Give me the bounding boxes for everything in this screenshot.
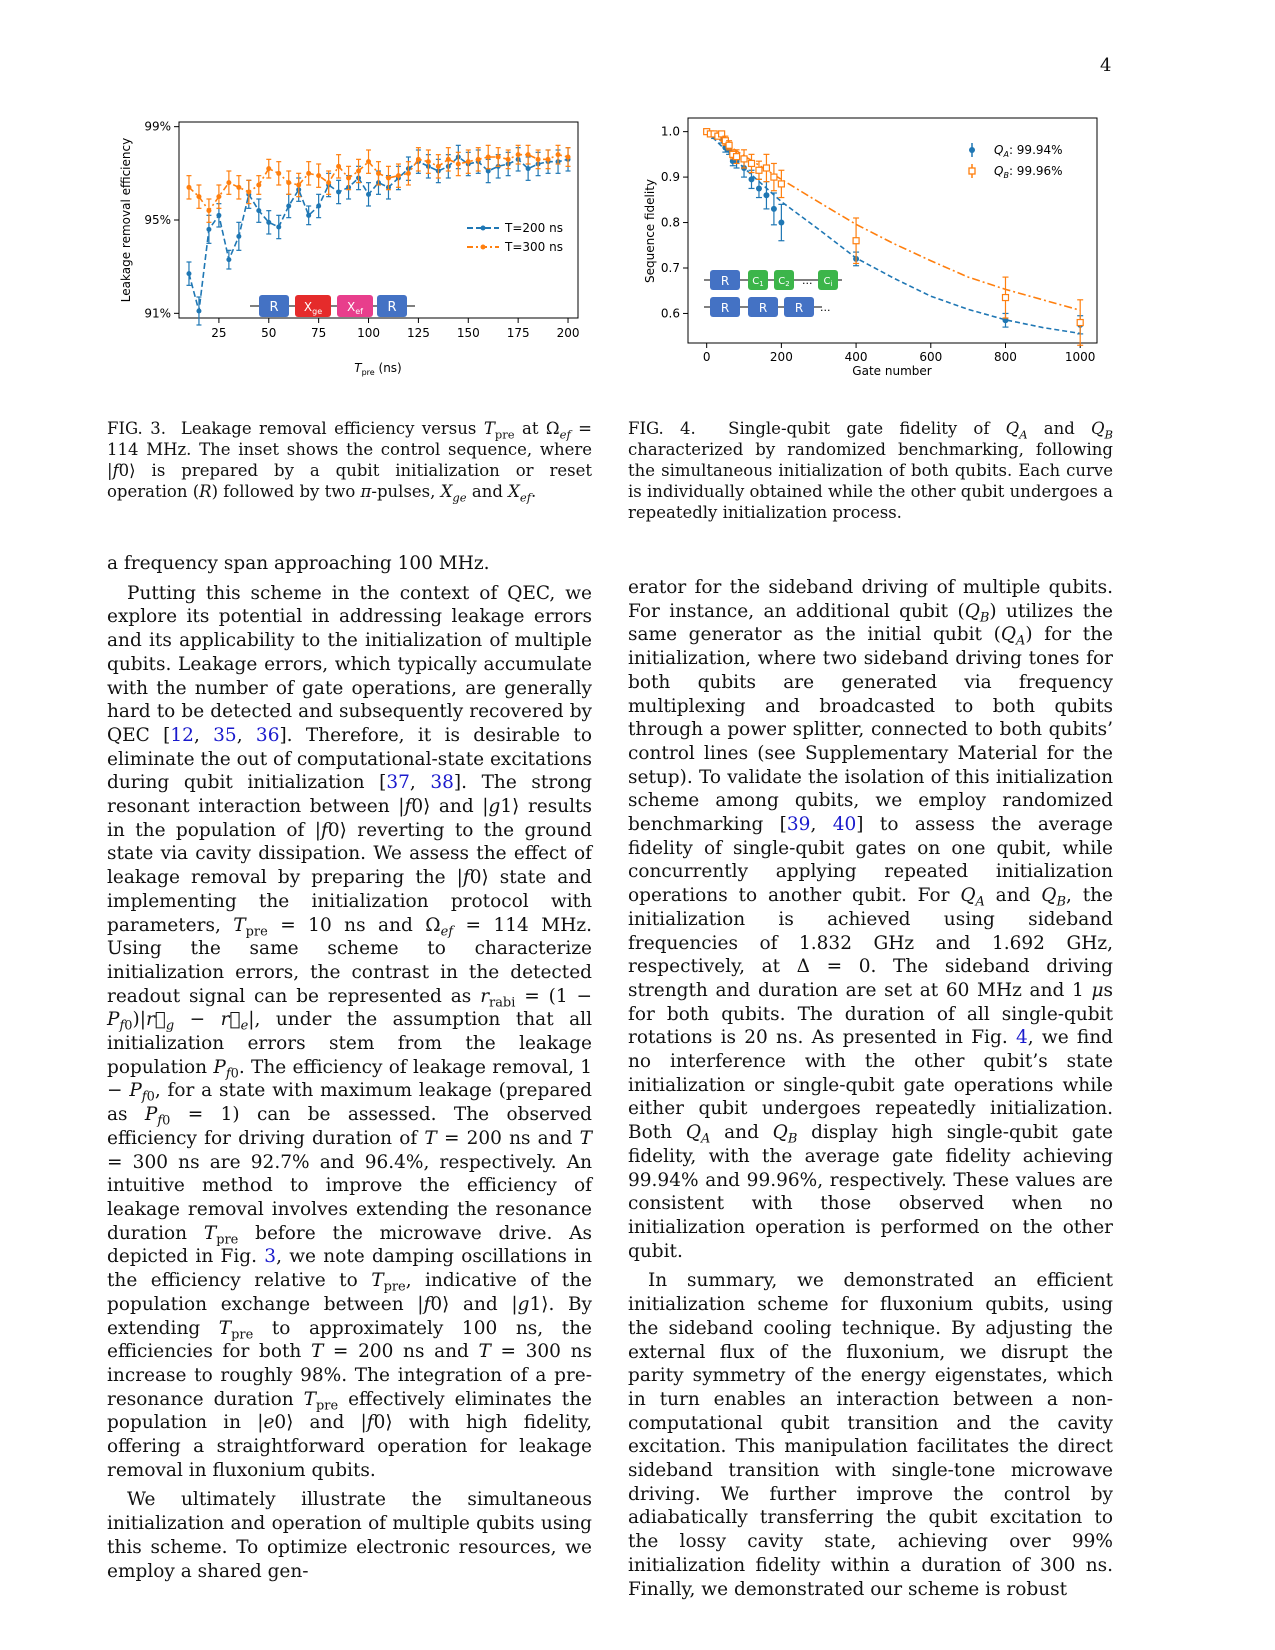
fig4-inset-c1-label: $C_1$ <box>752 276 764 288</box>
fig4-inset-r-row1-label: R <box>720 274 730 288</box>
fig3-data-point <box>266 166 271 171</box>
fig4-data-point <box>771 206 777 212</box>
fig4-inset-dots-row1: ... <box>802 274 813 287</box>
fig4-legend <box>969 143 1063 180</box>
fig3-data-point <box>286 180 291 185</box>
fig4-legend-marker-orange <box>969 168 975 174</box>
fig3-legend <box>467 221 563 254</box>
fig4-data-point <box>756 167 762 173</box>
fig3-data-point <box>456 162 461 167</box>
paragraph-1: a frequency span approaching 100 MHz. <box>107 553 490 574</box>
fig3-data-point <box>316 204 321 209</box>
fig4-data-point <box>771 174 777 180</box>
fig3-data-point <box>326 180 331 185</box>
left-column <box>107 552 592 1583</box>
fig3-xtick-label: 100 <box>357 326 380 340</box>
fig3-data-point <box>406 171 411 176</box>
fig3-caption: FIG. 3. Leakage removal efficiency versus $T_{pre}$ at $\Omega_{ef} = 114$ MHz. The inset shows the control sequence, where |f0⟩ is prepared by a qubit initialization or reset operation (R) followed by two π-pulses, $X_{ge}$ and $X_{ef}$. <box>107 419 593 505</box>
fig3-data-point <box>306 171 311 176</box>
fig3-data-point <box>286 204 291 209</box>
fig4-data-point <box>778 181 784 187</box>
fig4-data-point <box>1077 320 1083 326</box>
fig3-data-point <box>316 173 321 178</box>
fig3-xtick-label: 50 <box>261 326 277 340</box>
fig3-inset-label-xef: $X_{ef}$ <box>347 300 363 316</box>
fig4-data-point <box>748 160 754 166</box>
fig3-data-point <box>216 213 221 218</box>
figure-4 <box>632 108 1112 383</box>
fig4-caption: FIG. 4. Single-qubit gate fidelity of $Q_A$ and $Q_B$ characterized by randomized benchmarking, following the simultaneous initialization of both qubits. Each curve is individually obtained while the other qubit undergoes a repeatedly initialization process. <box>628 419 1113 522</box>
fig4-inset-dots-row2: ... <box>820 301 831 314</box>
fig3-data-point <box>526 166 531 171</box>
fig3-data-point <box>446 157 451 162</box>
fig3-data-point <box>436 164 441 169</box>
fig3-data-point <box>426 159 431 164</box>
fig3-inset-label-xge: $X_{ge}$ <box>303 300 323 316</box>
fig3-data-point <box>206 227 211 232</box>
fig4-data-point <box>778 220 784 226</box>
page-number: 4 <box>1100 55 1112 76</box>
fig3-data-point <box>196 309 201 314</box>
paragraph-4: erator for the sideband driving of multiple qubits. For instance, an additional qubit $(Q_B)$ utilizes the same generator as the initial qubit $(Q_A)$ for the initialization, where two sideband driving tones for both qubits are generated via frequency multiplexing and broadcasted to both qubits through a power splitter, connected to both qubits’ control lines (see Supplementary Material for the setup). To validate the isolation of this initialization scheme among qubits, we employ randomized benchmarking [39, 40] to assess the average fidelity of single-qubit gates on one qubit, while concurrently applying repeated initialization operations to another qubit. For $Q_A$ and $Q_B$, the initialization is achieved using sideband frequencies of 1.832 GHz and 1.692 GHz, respectively, at Δ = 0. The sideband driving strength and duration are set at 60 MHz and 1 μs for both qubits. The duration of all single-qubit rotations is 20 ns. As presented in Fig. 4, we find no interference with the other qubit’s state initialization or single-qubit gate operations while either qubit undergoes repeatedly initialization. Both $Q_A$ and $Q_B$ display high single-qubit gate fidelity, with the average gate fidelity achieving 99.94% and 99.96%, respectively. These values are consistent with those observed when no initialization operation is performed on the other qubit. <box>628 577 1114 1262</box>
fig3-data-point <box>476 157 481 162</box>
fig4-ytick-label: 1.0 <box>660 124 680 139</box>
fig3-data-point <box>376 171 381 176</box>
fig4-ytick-label: 0.9 <box>660 170 680 185</box>
fig4-xtick-label: 600 <box>919 350 943 364</box>
fig3-legend-label-blue: T=200 ns <box>505 221 563 235</box>
fig4-data-point <box>763 192 769 198</box>
fig3-data-point <box>236 234 241 239</box>
fig3-data-point <box>546 157 551 162</box>
fig4-xtick-label: 200 <box>769 350 793 364</box>
fig4-xtick-label: 0 <box>702 350 711 364</box>
fig4-chart <box>632 108 1112 383</box>
fig3-data-point <box>556 152 561 157</box>
fig3-xtick-label: 175 <box>506 326 530 340</box>
fig3-xtick-label: 25 <box>211 326 227 340</box>
fig3-inset-label-r2: R <box>387 300 397 315</box>
fig3-data-point <box>276 171 281 176</box>
fig4-legend-label-b: $Q_B$: 99.96% <box>994 164 1063 180</box>
fig4-data-point <box>726 142 732 148</box>
fig3-legend-label-orange: T=300 ns <box>505 240 563 254</box>
fig4-inset-r-row2-a-label: R <box>720 301 730 315</box>
fig3-data-point <box>226 180 231 185</box>
fig4-data-point <box>748 176 754 182</box>
fig3-ytick-label: 91% <box>144 306 171 321</box>
fig4-xtick-label: 800 <box>994 350 1017 364</box>
fig3-data-point <box>256 208 261 213</box>
fig4-data-point <box>756 185 762 191</box>
fig3-data-point <box>416 157 421 162</box>
fig3-data-point <box>496 155 501 160</box>
fig3-data-point <box>346 176 351 181</box>
fig3-data-point <box>296 183 301 188</box>
fig3-data-point <box>246 190 251 195</box>
fig3-legend-marker-blue <box>481 226 486 231</box>
fig4-ylabel: Sequence fidelity <box>643 178 657 284</box>
paragraph-3: We ultimately illustrate the simultaneous initialization and operation of multiple qubits using this scheme. To optimize electronic resources, we employ a shared gen- <box>107 1489 592 1582</box>
fig3-data-point <box>366 159 371 164</box>
fig3-data-point <box>306 213 311 218</box>
fig3-data-point <box>396 173 401 178</box>
fig3-data-point <box>336 190 341 195</box>
fig3-data-point <box>516 152 521 157</box>
paragraph-2: Putting this scheme in the context of QEC, we explore its potential in addressing leakage errors and its applicability to the initialization of multiple qubits. Leakage errors, which typically accumulate with the number of gate operations, are generally hard to be detected and subsequently recovered by QEC [12, 35, 36]. Therefore, it is desirable to eliminate the out of computational-state excitations during qubit initialization [37, 38]. The strong resonant interaction between |f0⟩ and |g1⟩ results in the population of |f0⟩ reverting to the ground state via cavity dissipation. We assess the effect of leakage removal by preparing the |f0⟩ state and implementing the initialization protocol with parameters, $T_{pre} = 10$ ns and $\Omega_{ef} = 114$ MHz. Using the same scheme to characterize initialization errors, the contrast in the detected readout signal can be represented as $r_{rabi} = (1$ − $P_{f0})|r⃗_g$ − $r⃗_e|$, under the assumption that all initialization errors stem from the leakage population $P_{f0}$. The efficiency of leakage removal, $1 - P_{f0}$, for a state with maximum leakage (prepared as $P_{f0} = 1$) can be assessed. The observed efficiency for driving duration of T = 200 ns and T = 300 ns are 92.7% and 96.4%, respectively. An intuitive method to improve the efficiency of leakage removal involves extending the resonance duration $T_{pre}$ before the microwave drive. As depicted in Fig. 3, we note damping oscillations in the efficiency relative to $T_{pre}$, indicative of the population exchange between |f0⟩ and |g1⟩. By extending $T_{pre}$ to approximately 100 ns, the efficiencies for both T = 200 ns and T = 300 ns increase to roughly 98%. The integration of a pre-resonance duration $T_{pre}$ effectively eliminates the population in |e0⟩ and |f0⟩ with high fidelity, offering a straightforward operation for leakage removal in fluxonium qubits. <box>107 582 593 1481</box>
fig3-data-point <box>486 155 491 160</box>
paragraph-5: In summary, we demonstrated an efficient initialization scheme for fluxonium qubits, using the sideband cooling technique. By adjusting the external flux of the fluxonium, we disrupt the parity symmetry of the energy eigenstates, which in turn enables an interaction between a non-computational qubit transition and the cavity excitation. This manipulation facilitates the direct sideband transition with single-tone microwave driving. We further improve the control by adiabatically transferring the qubit excitation to the lossy cavity state, achieving over 99% initialization fidelity within a duration of 300 ns. Finally, we demonstrated our scheme is robust <box>628 1270 1113 1600</box>
fig4-data-point <box>741 156 747 162</box>
fig4-inset-ci-label: $C_i$ <box>823 276 833 288</box>
fig3-ytick-label: 99% <box>144 119 171 134</box>
fig3-xtick-label: 75 <box>311 326 327 340</box>
fig3-data-point <box>336 164 341 169</box>
fig3-xtick-label: 150 <box>456 326 480 340</box>
fig3-data-point <box>226 257 231 262</box>
fig3-xtick-label: 125 <box>406 326 430 340</box>
fig3-data-point <box>536 157 541 162</box>
fig4-legend-label-a: $Q_A$: 99.94% <box>994 143 1063 159</box>
fig3-data-point <box>216 194 221 199</box>
fig3-data-point <box>366 192 371 197</box>
fig3-legend-marker-orange <box>481 245 486 250</box>
fig3-data-point <box>356 169 361 174</box>
fig4-legend-marker-blue <box>969 147 975 153</box>
fig3-data-point <box>196 194 201 199</box>
right-column <box>628 576 1113 1601</box>
fig3-chart <box>115 108 595 383</box>
fig3-data-point <box>236 185 241 190</box>
fig4-ytick-label: 0.7 <box>660 261 680 275</box>
fig4-inset-sequence <box>704 270 842 317</box>
fig4-ytick-label: 0.8 <box>660 215 680 230</box>
fig3-data-point <box>386 176 391 181</box>
fig3-xlabel: $T_{pre}$ (ns) <box>354 361 402 377</box>
fig4-data-point <box>1002 295 1008 301</box>
fig4-inset-r-row2-b-label: R <box>758 301 768 315</box>
fig3-data-point <box>206 208 211 213</box>
fig4-inset-r-row2-c-label: R <box>794 301 804 315</box>
fig3-ytick-label: 95% <box>144 213 171 227</box>
fig4-ytick-label: 0.6 <box>660 306 680 321</box>
fig3-data-point <box>466 159 471 164</box>
fig4-inset-c2-label: $C_2$ <box>778 276 790 288</box>
fig4-data-point <box>734 154 740 160</box>
figure-3 <box>115 108 595 383</box>
fig3-inset-sequence <box>250 295 415 317</box>
fig3-xtick-label: 200 <box>556 326 580 340</box>
fig4-xlabel: Gate number <box>852 364 932 378</box>
fig3-data-point <box>276 225 281 230</box>
fig4-xtick-label: 400 <box>844 350 868 364</box>
fig4-data-point <box>763 165 769 171</box>
fig3-data-point <box>256 183 261 188</box>
fig3-ylabel: Leakage removal efficiency <box>119 137 133 303</box>
fig3-data-point <box>566 155 571 160</box>
fig3-data-point <box>506 157 511 162</box>
fig3-data-point <box>526 152 531 157</box>
fig3-data-point <box>186 185 191 190</box>
fig3-data-point <box>266 220 271 225</box>
fig4-xtick-label: 1000 <box>1064 350 1096 364</box>
fig3-data-point <box>186 271 191 276</box>
fig4-data-point <box>853 238 859 244</box>
fig3-inset-label-r1: R <box>269 300 279 315</box>
